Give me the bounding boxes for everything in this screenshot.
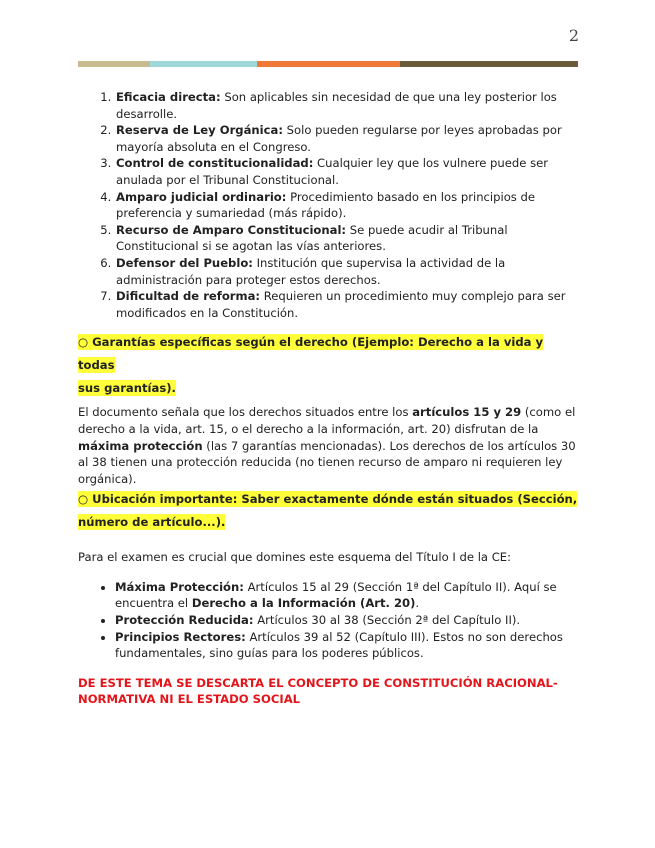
- list-item: [115, 579, 580, 612]
- title-one-scheme-list: [78, 579, 580, 662]
- list-item-term: Defensor del Pueblo:: [116, 255, 253, 270]
- list-item-term: Reserva de Ley Orgánica:: [116, 123, 283, 138]
- color-bar-segment-3: [257, 61, 400, 67]
- list-item-text: Solo pueden regularse por leyes aprobadas por mayoría absoluta en el Congreso.: [116, 123, 562, 154]
- list-item-text: Procedimiento basado en los principios de preferencia y sumariedad (más rápido).: [116, 189, 536, 221]
- color-bar-segment-1: [78, 61, 150, 67]
- list-item-text: Requieren un procedimiento muy complejo para ser modificados en la Constitución.: [116, 289, 566, 320]
- document-body: [78, 89, 580, 708]
- list-item-text: Cualquier ley que los vulnere puede ser anulada por el Tribunal Constitucional.: [116, 156, 549, 187]
- list-item-bold: Derecho a la Información (Art. 20): [191, 596, 416, 611]
- paragraph-text: (como el derecho a la vida, art. 15, o el derecho a la información, art. 20) disfrutan de la: [78, 405, 576, 436]
- paragraph-text: El documento señala que los derechos situados entre los: [78, 405, 413, 420]
- list-item: [115, 122, 580, 155]
- list-item-text: Artículos 39 al 52 (Capítulo III). Estos no son derechos fundamentales, sino guías para los poderes públicos.: [115, 629, 563, 661]
- highlighted-heading-location: [78, 488, 580, 534]
- list-item-tail: .: [415, 596, 420, 611]
- list-item-term: Dificultad de reforma:: [116, 289, 261, 304]
- rights-guarantees-list: [78, 89, 580, 321]
- paragraph-bold: máxima protección: [78, 438, 203, 453]
- list-item-term: Eficacia directa:: [116, 90, 221, 104]
- list-item-text: Institución que supervisa la actividad de la administración para proteger estos derechos.: [116, 255, 506, 287]
- intro-paragraph: Para el examen es crucial que domines este esquema del Título I de la CE:: [78, 550, 512, 565]
- list-item-text: Son aplicables sin necesidad de que una ley posterior los desarrolle.: [116, 90, 557, 121]
- heading-line: sus garantías).: [78, 381, 176, 396]
- header-color-bar: [78, 61, 578, 67]
- heading-line: número de artículo...).: [78, 515, 226, 530]
- paragraph-text: (las 7 garantías mencionadas). Los derechos de los artículos 30 al 38 tienen una protección reducida (no tienen recurso de amparo ni requieren ley orgánica).: [78, 438, 576, 486]
- page-number: 2: [568, 26, 579, 45]
- list-item-term: Control de constitucionalidad:: [116, 156, 314, 171]
- color-bar-segment-2: [150, 61, 257, 67]
- list-item-term: Máxima Protección:: [115, 579, 244, 594]
- list-item: [115, 189, 580, 222]
- list-item-text: Artículos 30 al 38 (Sección 2ª del Capítulo II).: [253, 613, 521, 628]
- list-item-term: Recurso de Amparo Constitucional:: [116, 222, 347, 237]
- list-item: [115, 629, 580, 662]
- paragraph-protection-levels: [78, 404, 580, 487]
- list-item: [115, 155, 580, 188]
- list-item: [115, 255, 580, 288]
- warning-note: DE ESTE TEMA SE DESCARTA EL CONCEPTO DE CONSTITUCIÓN RACIONAL-NORMATIVA NI EL ESTADO SOCIAL: [78, 675, 558, 707]
- list-item-term: Protección Reducida:: [115, 613, 254, 628]
- list-item: [115, 222, 580, 255]
- paragraph-bold: artículos 15 y 29: [412, 405, 522, 420]
- highlighted-heading-specific-guarantees: [78, 331, 580, 400]
- list-item-term: Principios Rectores:: [115, 629, 246, 644]
- list-item-text: Artículos 15 al 29 (Sección 1ª del Capítulo II). Aquí se encuentra el: [115, 579, 557, 611]
- heading-line: ○ Garantías específicas según el derecho (Ejemplo: Derecho a la vida y todas: [78, 335, 544, 373]
- list-item-term: Amparo judicial ordinario:: [116, 189, 287, 204]
- color-bar-segment-4: [400, 61, 578, 67]
- list-item: [115, 612, 580, 629]
- list-item-text: Se puede acudir al Tribunal Constitucional si se agotan las vías anteriores.: [116, 222, 508, 254]
- heading-line: ○ Ubicación importante: Saber exactamente dónde están situados (Sección,: [78, 492, 578, 507]
- list-item: [115, 89, 580, 122]
- list-item: [115, 288, 580, 321]
